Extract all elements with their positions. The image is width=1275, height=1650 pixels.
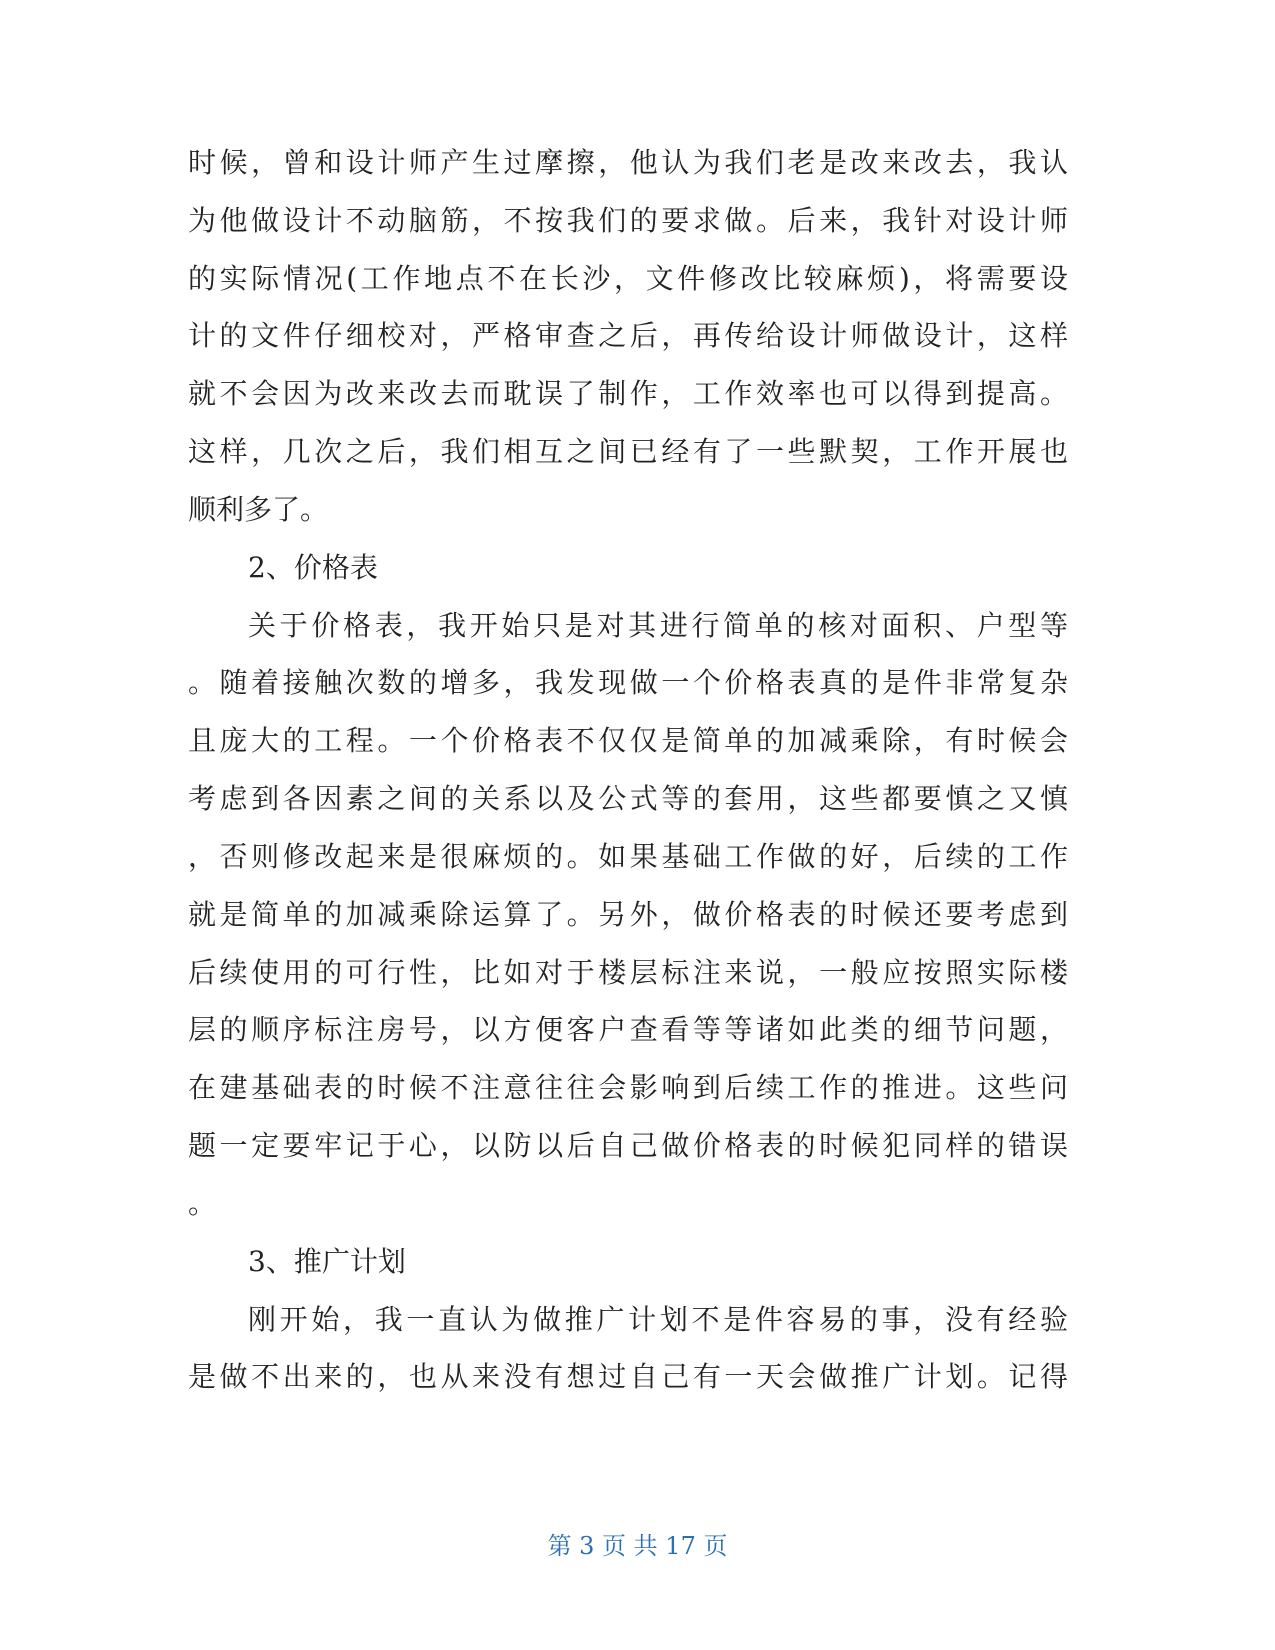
paragraph-line: 在建基础表的时候不注意往往会影响到后续工作的推进。这些问: [188, 1071, 1068, 1104]
paragraph-line: ，否则修改起来是很麻烦的。如果基础工作做的好，后续的工作: [188, 840, 1068, 873]
paragraph-line: 且庞大的工程。一个价格表不仅仅是简单的加减乘除，有时候会: [188, 724, 1068, 757]
paragraph-line: 为他做设计不动脑筋，不按我们的要求做。后来，我针对设计师: [188, 204, 1068, 237]
paragraph-line: 计的文件仔细校对，严格审查之后，再传给设计师做设计，这样: [188, 319, 1068, 352]
paragraph-line: 这样，几次之后，我们相互之间已经有了一些默契，工作开展也: [188, 435, 1068, 468]
paragraph-line: 就不会因为改来改去而耽误了制作，工作效率也可以得到提高。: [188, 377, 1068, 410]
section-heading: 2、价格表: [248, 551, 378, 584]
page-number-footer: 第 3 页 共 17 页: [547, 1532, 728, 1560]
paragraph-line: 顺利多了。: [188, 493, 329, 526]
paragraph-line: 是做不出来的，也从来没有想过自己有一天会做推广计划。记得: [188, 1360, 1068, 1393]
paragraph-line: 。随着接触次数的增多，我发现做一个价格表真的是件非常复杂: [188, 666, 1068, 699]
paragraph-line: 。: [188, 1187, 217, 1220]
paragraph-line: 关于价格表，我开始只是对其进行简单的核对面积、户型等: [248, 609, 1068, 642]
paragraph-line: 后续使用的可行性，比如对于楼层标注来说，一般应按照实际楼: [188, 956, 1068, 989]
paragraph-line: 时候，曾和设计师产生过摩擦，他认为我们老是改来改去，我认: [188, 146, 1068, 179]
paragraph-line: 的实际情况(工作地点不在长沙，文件修改比较麻烦)，将需要设: [188, 262, 1068, 295]
section-heading: 3、推广计划: [248, 1245, 406, 1278]
paragraph-line: 刚开始，我一直认为做推广计划不是件容易的事，没有经验: [248, 1303, 1068, 1336]
paragraph-line: 就是简单的加减乘除运算了。另外，做价格表的时候还要考虑到: [188, 898, 1068, 931]
paragraph-line: 题一定要牢记于心，以防以后自己做价格表的时候犯同样的错误: [188, 1129, 1068, 1162]
paragraph-line: 层的顺序标注房号，以方便客户查看等等诸如此类的细节问题，: [188, 1013, 1068, 1046]
paragraph-line: 考虑到各因素之间的关系以及公式等的套用，这些都要慎之又慎: [188, 782, 1068, 815]
